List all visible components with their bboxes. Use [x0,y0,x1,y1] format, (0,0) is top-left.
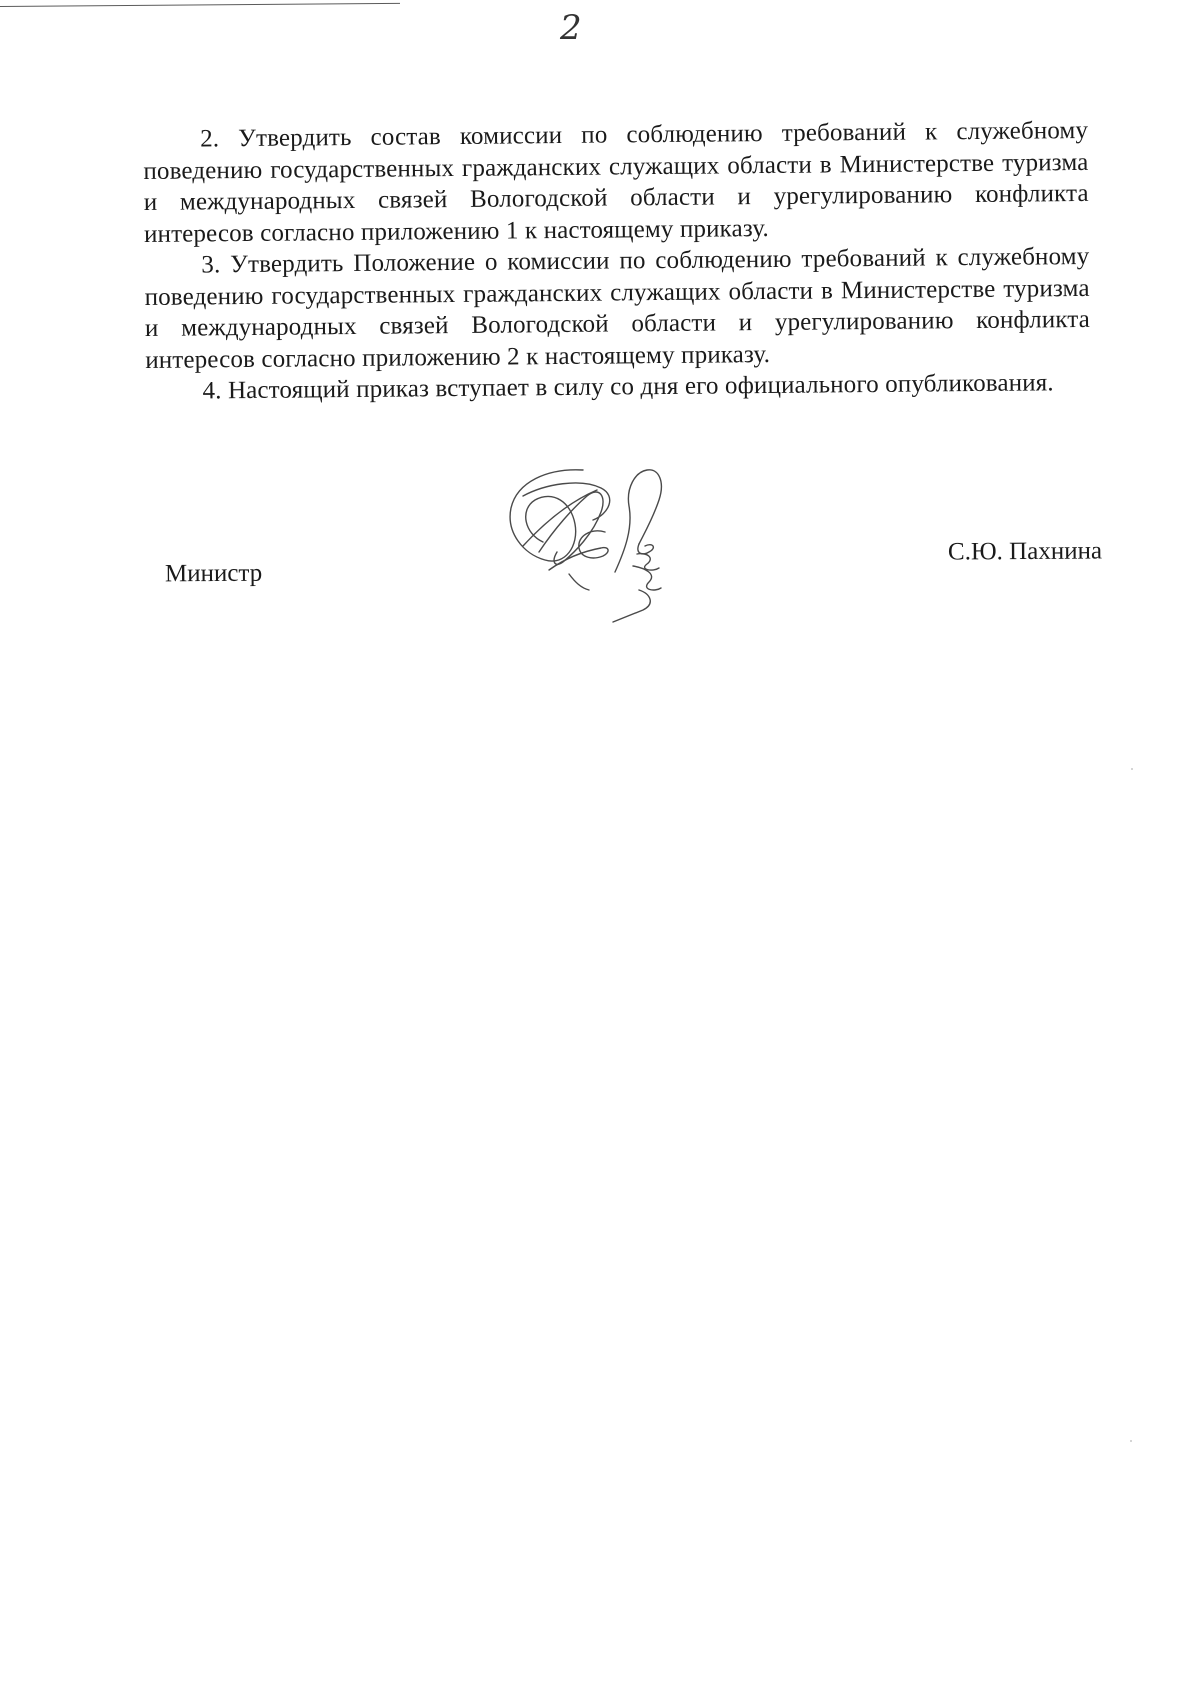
signer-name: С.Ю. Пахнина [947,537,1103,566]
signer-title: Министр [164,559,263,588]
paragraph-item-3: 3. Утвердить Положение о комиссии по соблюдению требований к служебному поведению государственных гражданских служащих области в Министерстве туризма и международных связей Вологодской области и урегулированию конфликта интересов согласно приложению 2 к настоящему приказу. [144,242,1091,374]
scan-speck [1130,1440,1132,1442]
scan-speck [1131,768,1133,770]
page-number: 2 [560,8,582,48]
signature-block [0,0,1200,700]
paragraph-item-2: 2. Утвердить состав комиссии по соблюдению требований к служебному поведению государственных гражданских служащих области в Министерстве туризма и международных связей Вологодской области и урегулированию конфликта интересов согласно приложению 1 к настоящему приказу. [143,116,1089,248]
paragraph-item-4: 4. Настоящий приказ вступает в силу со дня его официального опубликования. [202,369,1054,405]
handwritten-signature [505,462,695,627]
